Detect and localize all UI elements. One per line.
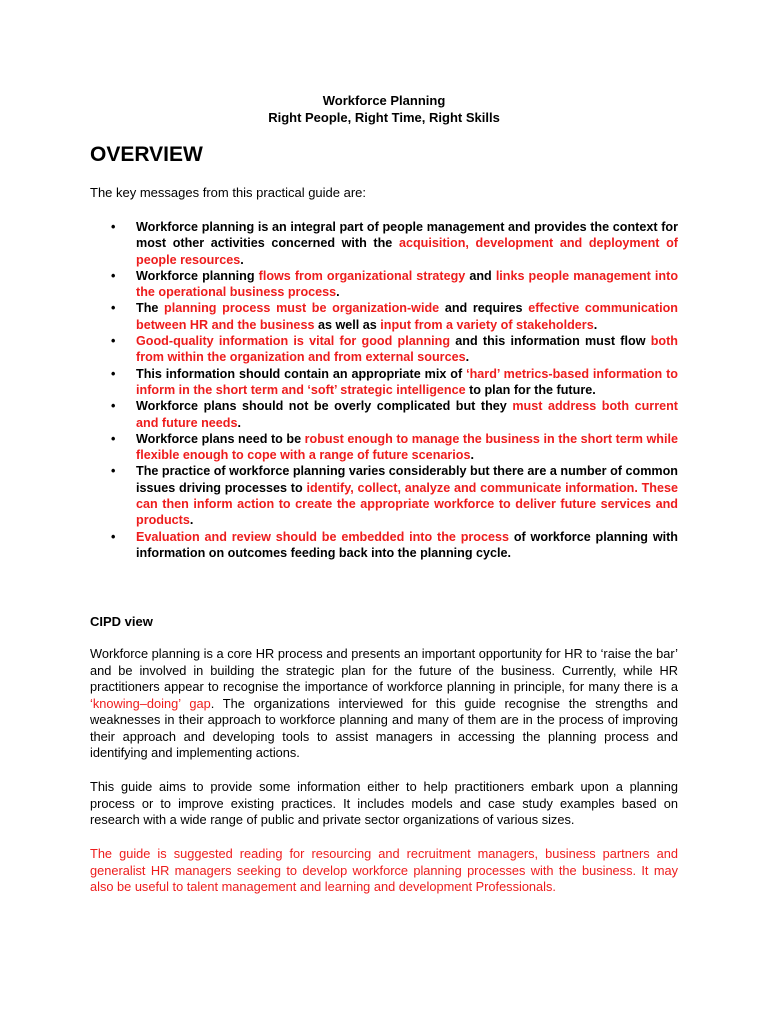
highlight-text: links people management into the operational business process: [136, 268, 679, 300]
highlight-text: input from a variety of stakeholders: [380, 317, 594, 332]
body-text: .: [470, 448, 474, 463]
body-text: Workforce planning is an integral part of people management and provides the context for most other activities concerned with the: [136, 220, 678, 251]
list-item: [109, 398, 678, 431]
body-text: as well as: [314, 317, 381, 332]
body-text: .: [189, 513, 194, 528]
body-text: and: [465, 268, 496, 283]
highlight-text: Evaluation and review should be embedded into the process: [136, 529, 510, 544]
body-text: This information should contain an appropriate mix of: [136, 366, 467, 381]
highlight-text: must address both current and future needs: [136, 399, 678, 430]
list-item: [109, 219, 678, 268]
highlight-text: effective communication between HR and the business: [136, 301, 678, 332]
body-text: .: [465, 350, 470, 365]
cipd-paragraph-3: The guide is suggested reading for resourcing and recruitment managers, business partners and generalist HR managers seeking to develop workforce planning processes with the business. It may also be useful to talent management and learning and development Professionals.: [90, 846, 678, 894]
bullet-icon: •: [111, 366, 116, 381]
body-text: Workforce planning: [136, 268, 259, 283]
body-text: .: [237, 415, 241, 430]
cipd-paragraph-1: [90, 646, 678, 762]
body-text: .: [593, 317, 598, 332]
body-text: and this information must flow: [450, 334, 651, 349]
body-text: Workforce plans should not be overly complicated but they: [136, 399, 513, 414]
highlight-text: robust enough to manage the business in the short term while flexible enough to cope with a range of future scenarios: [136, 431, 678, 463]
bullet-icon: •: [111, 529, 116, 544]
cipd-paragraph-2: This guide aims to provide some information either to help practitioners embark upon a planning process or to improve existing practices. It includes models and case study examples based on research with a wide range of public and private sector organizations of various sizes.: [90, 779, 678, 827]
bullet-icon: •: [111, 399, 116, 414]
document-subtitle: Right People, Right Time, Right Skills: [268, 110, 500, 125]
highlight-text: Good-quality information is vital for good planning: [136, 334, 451, 349]
highlight-text: ‘hard’ metrics-based information to inform in the short term and ‘soft’ strategic intelligence: [136, 366, 678, 397]
list-item: [109, 431, 678, 464]
bullet-icon: •: [111, 464, 116, 479]
key-messages-list: [109, 219, 678, 561]
list-item: [109, 268, 678, 301]
highlight-text: ‘knowing–doing’ gap: [90, 695, 211, 711]
body-text: The: [136, 301, 165, 316]
body-text: .: [336, 285, 340, 300]
highlight-text: planning process must be organization-wide: [164, 301, 440, 316]
title-block: [0, 92, 768, 126]
body-text: of workforce planning with information on outcomes feeding back into the planning cycle.: [136, 529, 678, 560]
list-item: [109, 529, 678, 562]
bullet-icon: •: [111, 268, 116, 283]
highlight-text: flows from organizational strategy: [258, 268, 466, 283]
list-item: [109, 300, 678, 333]
list-item: [109, 333, 678, 366]
highlight-text: both from within the organization and from external sources: [136, 334, 678, 365]
body-text: Workforce plans need to be: [136, 431, 305, 446]
body-text: and requires: [439, 301, 529, 316]
document-title: Workforce Planning: [322, 93, 446, 108]
list-item: [109, 366, 678, 399]
body-text: . The organizations interviewed for this guide recognise the strengths and weaknesses in their approach to workforce planning and many of them are in the process of improving their approach and developing tools to assist managers in accessing the planning process and identifying and implementing actions.: [90, 695, 679, 760]
bullet-icon: •: [111, 431, 116, 446]
bullet-icon: •: [111, 301, 116, 316]
body-text: Workforce planning is a core HR process and presents an important opportunity for HR to ‘raise the bar’ and be involved in building the strategic plan for the future of the business. Currently, while HR practitioners appear to recognise the importance of workforce planning in principle, for many there is a: [90, 646, 678, 694]
overview-heading: OVERVIEW: [90, 143, 203, 166]
highlight-text: identify, collect, analyze and communicate information. These can then inform action to create the appropriate workforce to deliver future services and products: [136, 480, 679, 528]
bullet-icon: •: [111, 334, 116, 349]
bullet-icon: •: [111, 220, 116, 234]
body-text: to plan for the future.: [465, 382, 596, 397]
cipd-heading: CIPD view: [90, 614, 153, 629]
list-item: [109, 463, 678, 528]
body-text: The practice of workforce planning varies considerably but there are a number of common issues driving processes to: [136, 464, 678, 495]
highlight-text: acquisition, development and deployment of people resources: [136, 236, 678, 267]
body-text: .: [240, 252, 244, 267]
overview-intro: The key messages from this practical guide are:: [90, 185, 367, 200]
